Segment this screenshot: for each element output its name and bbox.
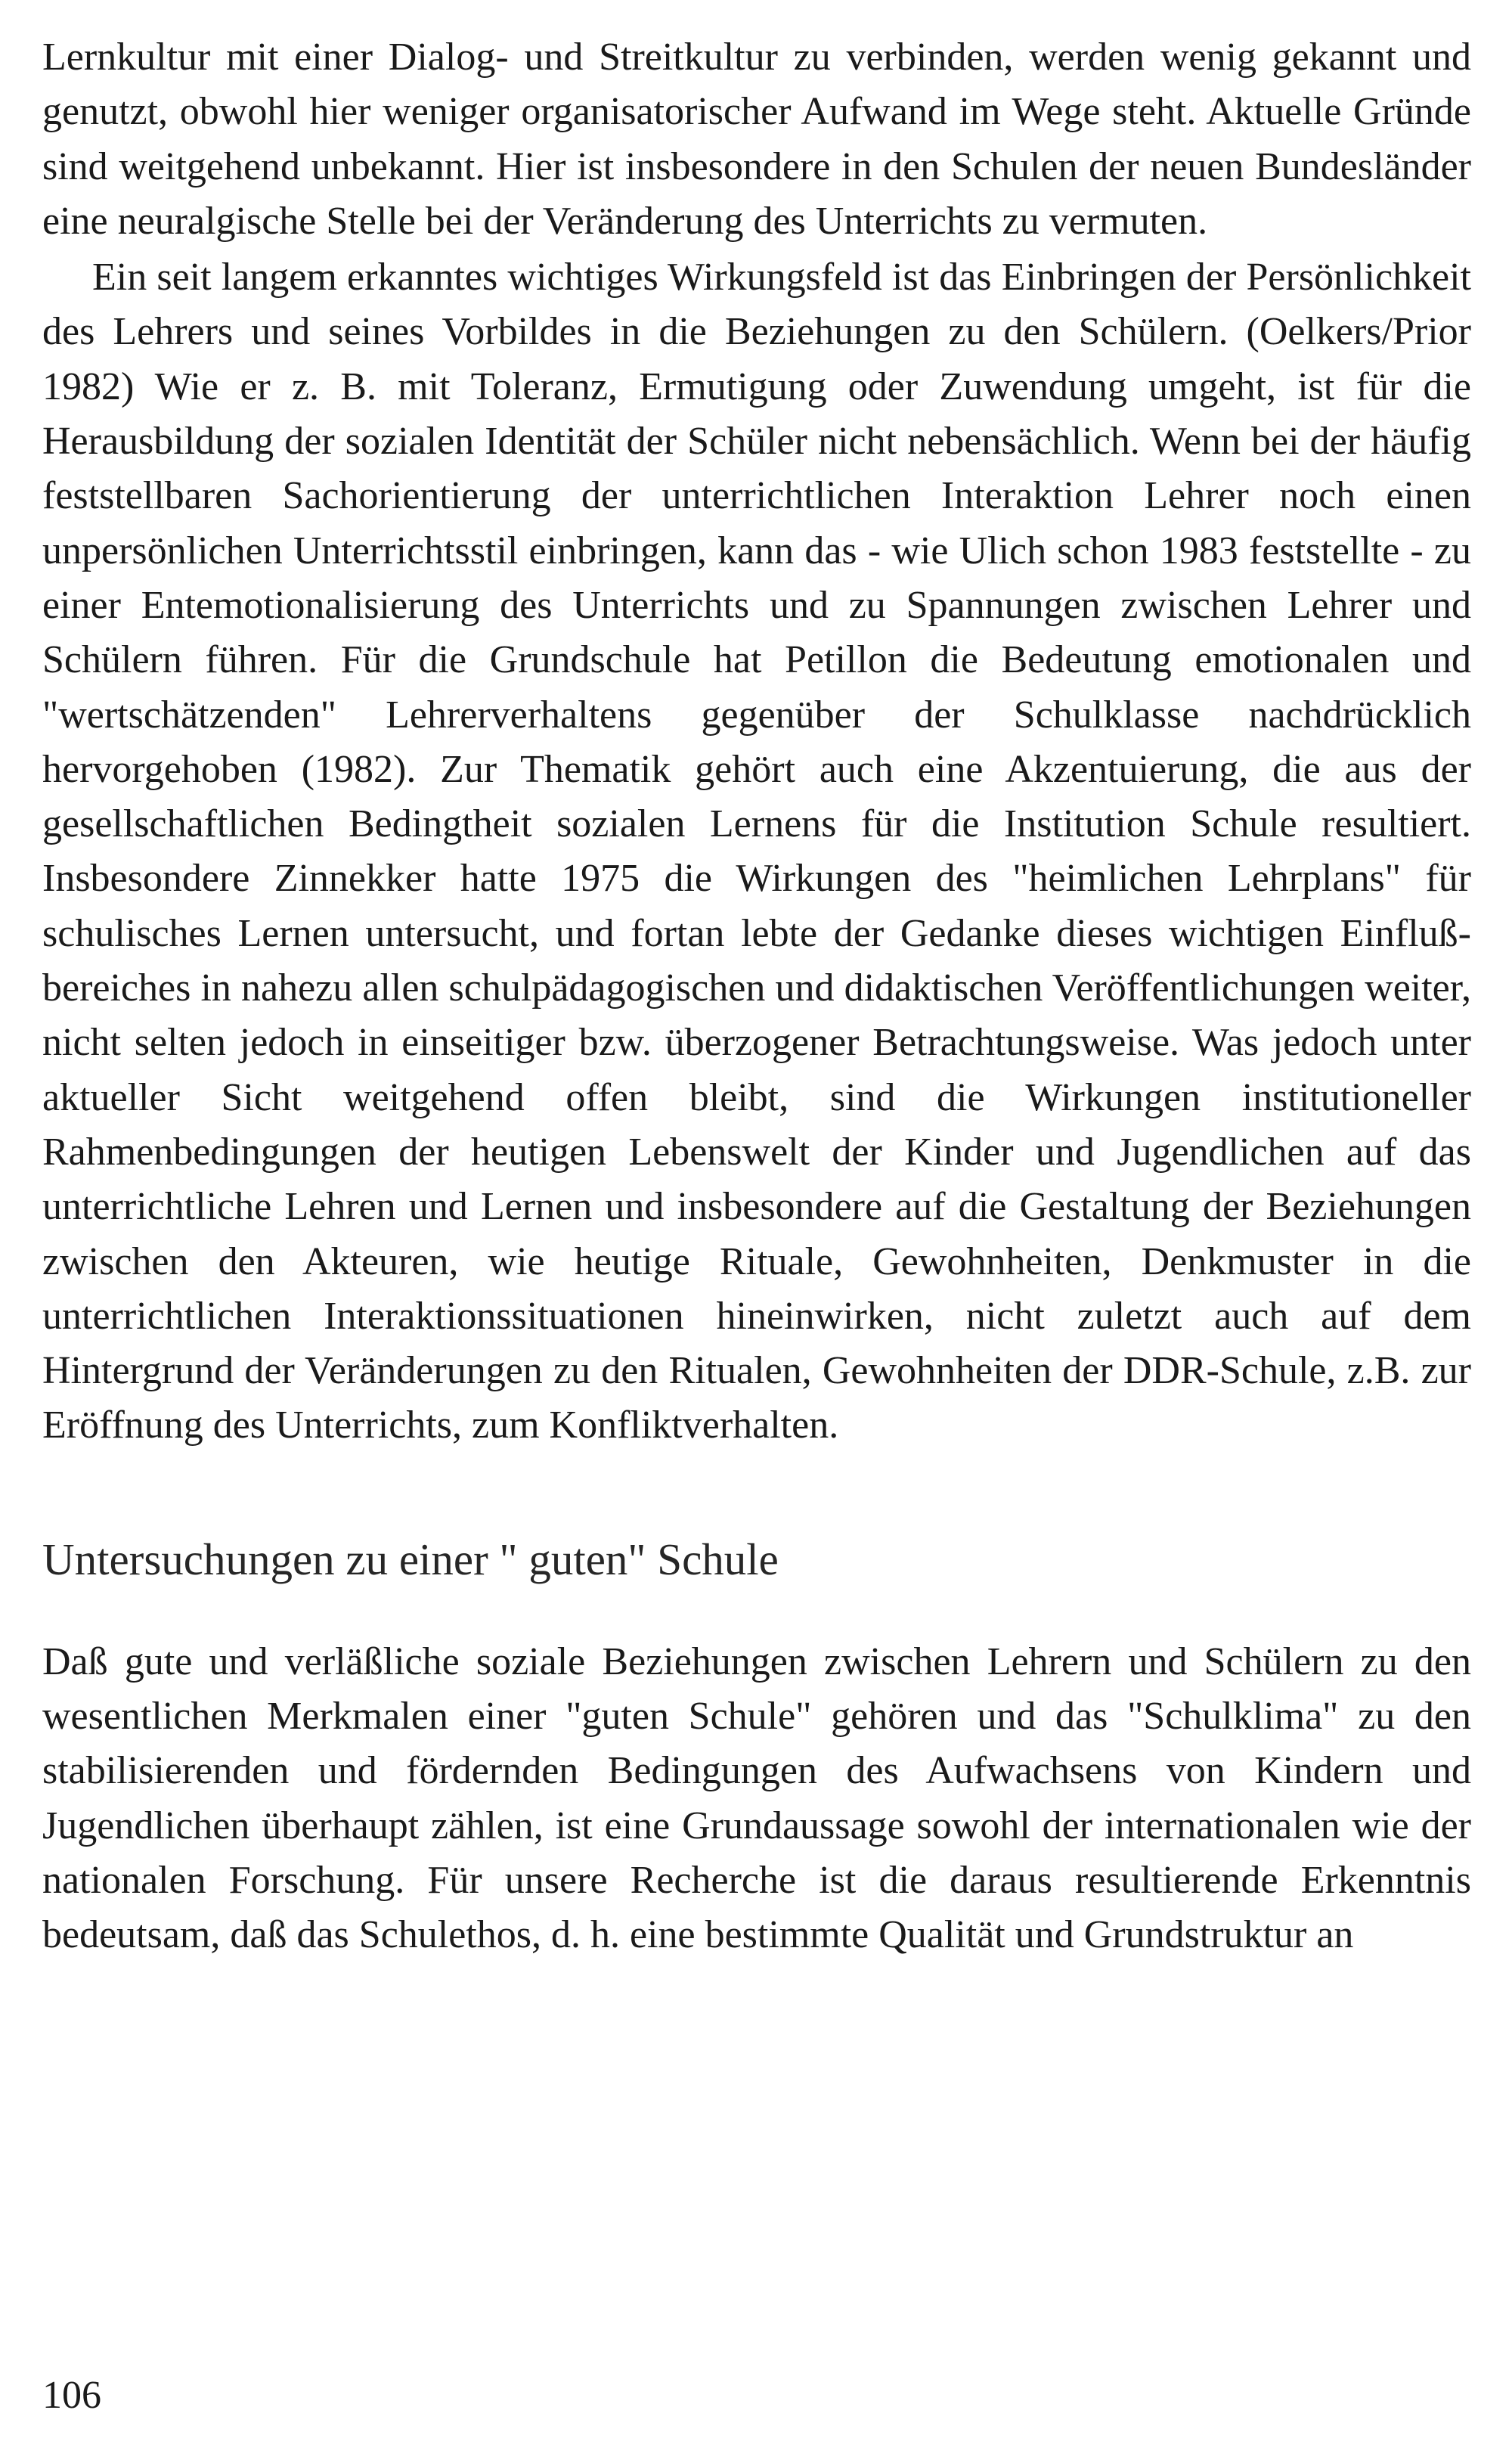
paragraph-good-school: Daß gute und verläßliche soziale Beziehungen zwischen Lehrern und Schülern zu den wesentlichen Merkmalen einer "guten Schule" gehören und das "Schulklima" zu den stabilisierenden und fördernden Bedingungen des Aufwachsens von Kindern und Jugendlichen überhaupt zählen, ist eine Grundaussage sowohl der internationalen wie der nationalen Forschung. Für unsere Recherche ist die daraus resultierende Erkenntnis bedeutsam, daß das Schulethos, d. h. eine bestimmte Qualität und Grundstruktur an bbox=[42, 1639, 1471, 1957]
page-number: 106 bbox=[42, 2374, 101, 2417]
paragraph-continuation: Lernkultur mit einer Dialog- und Streitkultur zu verbinden, werden wenig gekannt und genutzt, obwohl hier weniger organisatorischer Aufwand im Wege steht. Aktuelle Gründe sind weitgehend unbekannt. Hier ist insbesondere in den Schulen der neuen Bundesländer eine neuralgische Stelle bei der Veränderung des Unterrichts zu vermuten. bbox=[42, 36, 1471, 243]
page-body bbox=[42, 30, 1471, 1963]
paragraph-teacher-personality: Ein seit langem erkanntes wichtiges Wirkungsfeld ist das Einbringen der Persönlichkeit des Lehrers und seines Vorbildes in die Beziehungen zu den Schülern. (Oelkers/Prior 1982) Wie er z. B. mit Toleranz, Ermutigung oder Zuwendung umgeht, ist für die Herausbildung der sozialen Identität der Schüler nicht nebensächlich. Wenn bei der häufig feststellbaren Sachorientierung der unterrichtlichen Interaktion Lehrer noch einen unpersönlichen Unterrichtsstil einbringen, kann das - wie Ulich schon 1983 feststellte - zu einer Entemotionalisierung des Unterrichts und zu Spannungen zwischen Lehrer und Schülern führen. Für die Grundschule hat Petillon die Bedeutung emotionalen und "wertschätzenden" Lehrerverhaltens gegenüber der Schulklasse nachdrücklich hervorgehoben (1982). Zur Thematik gehört auch eine Akzentuierung, die aus der gesellschaftlichen Bedingtheit sozialen Lernens für die Institution Schule resultiert. Insbesondere Zinnekker hatte 1975 die Wirkungen des "heimlichen Lehrplans" für schulisches Lernen untersucht, und fortan lebte der Gedanke dieses wichtigen Einflußbereiches in nahezu allen schulpädagogischen und didaktischen Veröffentlichungen weiter, nicht selten jedoch in einseitiger bzw. überzogener Betrachtungsweise. Was jedoch unter aktueller Sicht weitgehend offen bleibt, sind die Wirkungen institutioneller Rahmenbedingungen der heutigen Lebenswelt der Kinder und Jugendlichen auf das unterrichtliche Lehren und Lernen und insbesondere auf die Gestaltung der Beziehungen zwischen den Akteuren, wie heutige Rituale, Gewohnheiten, Denkmuster in die unterrichtlichen Interaktionssituationen hineinwirken, nicht zuletzt auch auf dem Hintergrund der Veränderungen zu den Ritualen, Gewohnheiten der DDR-Schule, z.B. zur Eröffnung des Unterrichts, zum Konfliktverhalten. bbox=[42, 256, 1471, 1447]
section-heading: Untersuchungen zu einer " guten" Schule bbox=[42, 1534, 779, 1584]
